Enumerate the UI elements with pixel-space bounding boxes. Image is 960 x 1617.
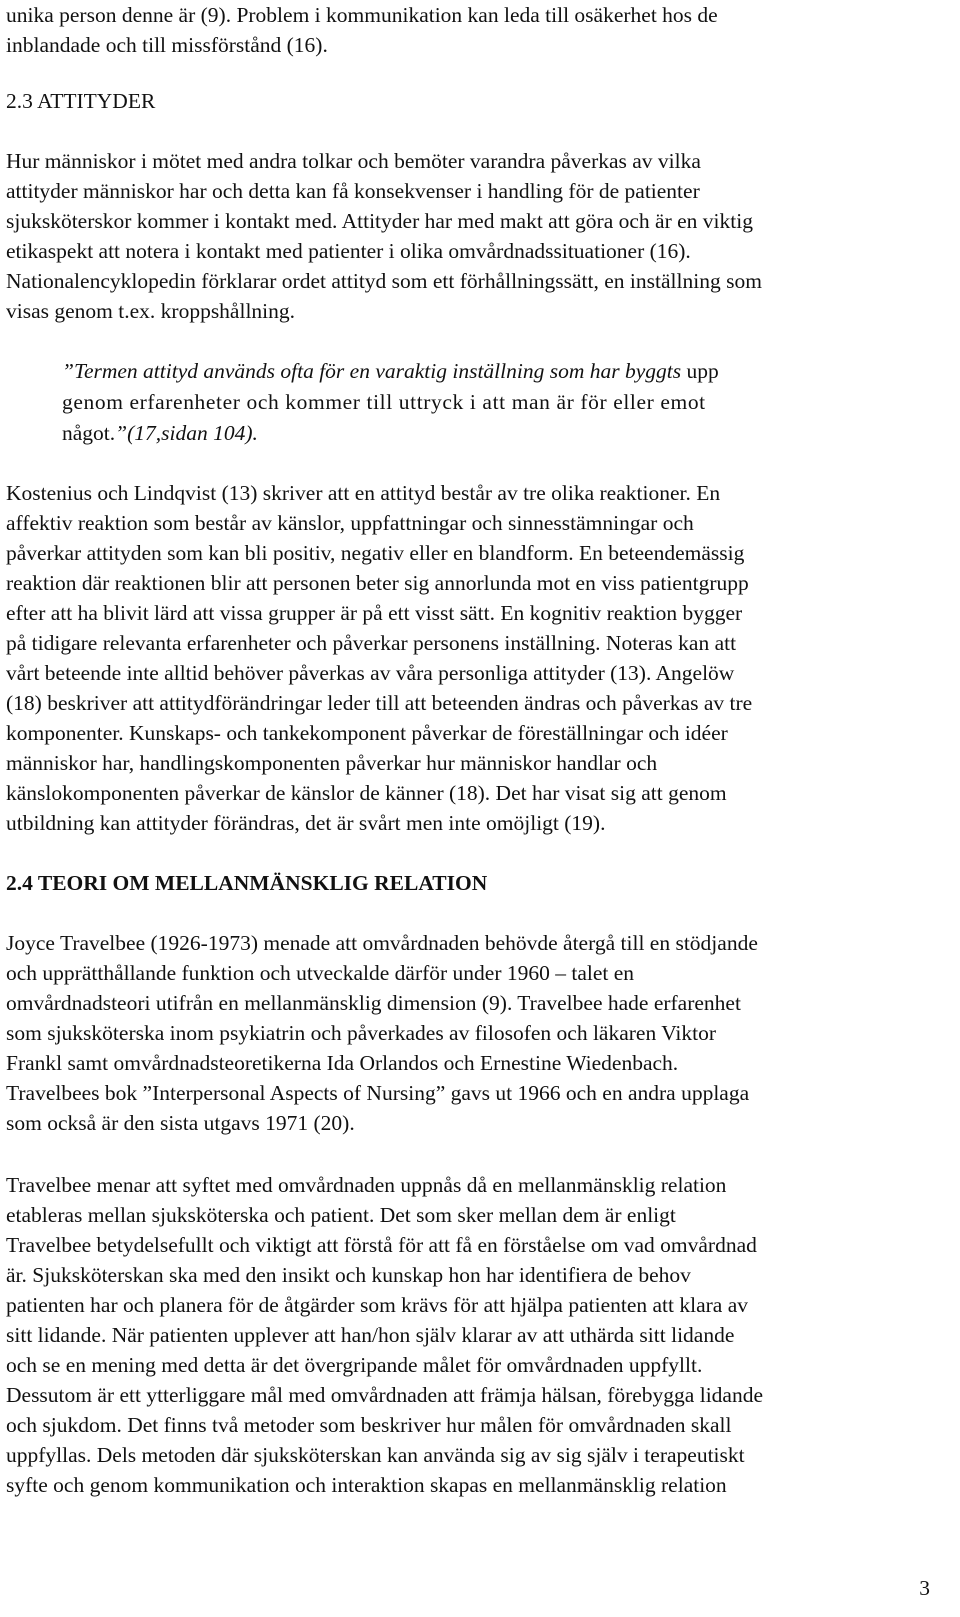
paragraph-line: reaktion där reaktionen blir att personen beter sig annorlunda mot en viss patientgrupp — [6, 571, 749, 595]
paragraph-line: Kostenius och Lindqvist (13) skriver att en attityd består av tre olika reaktioner. En — [6, 481, 721, 505]
paragraph-line: efter att ha blivit lärd att vissa grupper är på ett visst sätt. En kognitiv reaktion bygger — [6, 601, 743, 625]
quote-normal-text: upp — [681, 359, 719, 383]
paragraph-line: Travelbee betydelsefullt och viktigt att förstå för att få en förståelse om vad omvårdnad — [6, 1233, 757, 1257]
paragraph-line: Travelbee menar att syftet med omvårdnaden uppnås då en mellanmänsklig relation — [6, 1173, 727, 1197]
intro-line: inblandade och till missförstånd (16). — [6, 33, 328, 57]
paragraph-line: Nationalencyklopedin förklarar ordet attityd som ett förhållningssätt, en inställning som — [6, 269, 762, 293]
intro-line: unika person denne är (9). Problem i kommunikation kan leda till osäkerhet hos de — [6, 3, 718, 27]
paragraph-line: Dessutom är ett ytterliggare mål med omvårdnaden att främja hälsan, förebygga lidande — [6, 1383, 764, 1407]
section-heading-attityder — [6, 86, 155, 116]
paragraph-line: och sjukdom. Det finns två metoder som beskriver hur målen för omvårdnaden skall — [6, 1413, 732, 1437]
paragraph-line: komponenter. Kunskaps- och tankekomponent påverkar de föreställningar och idéer — [6, 721, 728, 745]
paragraph-line: som också är den sista utgavs 1971 (20). — [6, 1111, 355, 1135]
paragraph-line: affektiv reaktion som består av känslor, uppfattningar och sinnesstämningar och — [6, 511, 694, 535]
paragraph-line: sjuksköterskor kommer i kontakt med. Attityder har med makt att göra och är en viktig — [6, 209, 753, 233]
paragraph-line: är. Sjuksköterskan ska med den insikt och kunskap hon har identifiera de behov — [6, 1263, 691, 1287]
paragraph-line: utbildning kan attityder förändras, det är svårt men inte omöjligt (19). — [6, 811, 606, 835]
paragraph-line: på tidigare relevanta erfarenheter och påverkar personens inställning. Noteras kan att — [6, 631, 737, 655]
paragraph-line: visas genom t.ex. kroppshållning. — [6, 299, 296, 323]
paragraph-line: och se en mening med detta är det övergripande målet för omvårdnaden uppfyllt. — [6, 1353, 703, 1377]
paragraph-line: vårt beteende inte alltid behöver påverkas av våra personliga attityder (13). Angelöw — [6, 661, 735, 685]
quote-normal-text: något. — [62, 421, 116, 445]
quote-line — [62, 356, 719, 386]
quote-italic-text: ”Termen attityd används ofta för en varaktig inställning som har byggts — [62, 359, 682, 383]
paragraph-line: Hur människor i mötet med andra tolkar och bemöter varandra påverkas av vilka — [6, 149, 701, 173]
paragraph-line: påverkar attityden som kan bli positiv, negativ eller en blandform. En beteendemässig — [6, 541, 745, 565]
section-heading-teori: 2.4 TEORI OM MELLANMÄNSKLIG RELATION — [6, 871, 488, 895]
paragraph-line: Travelbees bok ”Interpersonal Aspects of Nursing” gavs ut 1966 och en andra upplaga — [6, 1081, 750, 1105]
paragraph-line: etableras mellan sjuksköterska och patient. Det som sker mellan dem är enligt — [6, 1203, 676, 1227]
paragraph-line: etikaspekt att notera i kontakt med patienter i olika omvårdnadssituationer (16). — [6, 239, 691, 263]
page-number: 3 — [919, 1576, 930, 1600]
paragraph-line: attityder människor har och detta kan få konsekvenser i handling för de patienter — [6, 179, 700, 203]
paragraph-line: sitt lidande. När patienten upplever att han/hon själv klarar av att uthärda sitt lidande — [6, 1323, 735, 1347]
paragraph-line: omvårdnadsteori utifrån en mellanmänsklig dimension (9). Travelbee hade erfarenhet — [6, 991, 741, 1015]
paragraph-line: känslokomponenten påverkar de känslor de känner (18). Det har visat sig att genom — [6, 781, 727, 805]
heading-text: ATTITYDER — [32, 89, 156, 113]
paragraph-line: och upprätthållande funktion och utveckalde därför under 1960 – talet en — [6, 961, 635, 985]
heading-number: 2.3 — [6, 89, 33, 113]
paragraph-line: människor har, handlingskomponenten påverkar hur människor handlar och — [6, 751, 658, 775]
paragraph-line: Joyce Travelbee (1926-1973) menade att omvårdnaden behövde återgå till en stödjande — [6, 931, 758, 955]
quote-citation: ”(17,sidan 104). — [115, 421, 258, 445]
paragraph-line: uppfyllas. Dels metoden där sjuksköterskan kan använda sig av sig själv i terapeutiskt — [6, 1443, 745, 1467]
paragraph-line: syfte och genom kommunikation och interaktion skapas en mellanmänsklig relation — [6, 1473, 727, 1497]
paragraph-line: patienten har och planera för de åtgärder som krävs för att hjälpa patienten att klara av — [6, 1293, 749, 1317]
paragraph-line: som sjuksköterska inom psykiatrin och påverkades av filosofen och läkaren Viktor — [6, 1021, 717, 1045]
paragraph-line: (18) beskriver att attitydförändringar leder till att beteenden ändras och påverkas av tre — [6, 691, 753, 715]
quote-line: genom erfarenheter och kommer till uttryck i att man är för eller emot — [62, 390, 706, 414]
paragraph-line: Frankl samt omvårdnadsteoretikerna Ida Orlandos och Ernestine Wiedenbach. — [6, 1051, 679, 1075]
quote-line — [62, 418, 258, 448]
